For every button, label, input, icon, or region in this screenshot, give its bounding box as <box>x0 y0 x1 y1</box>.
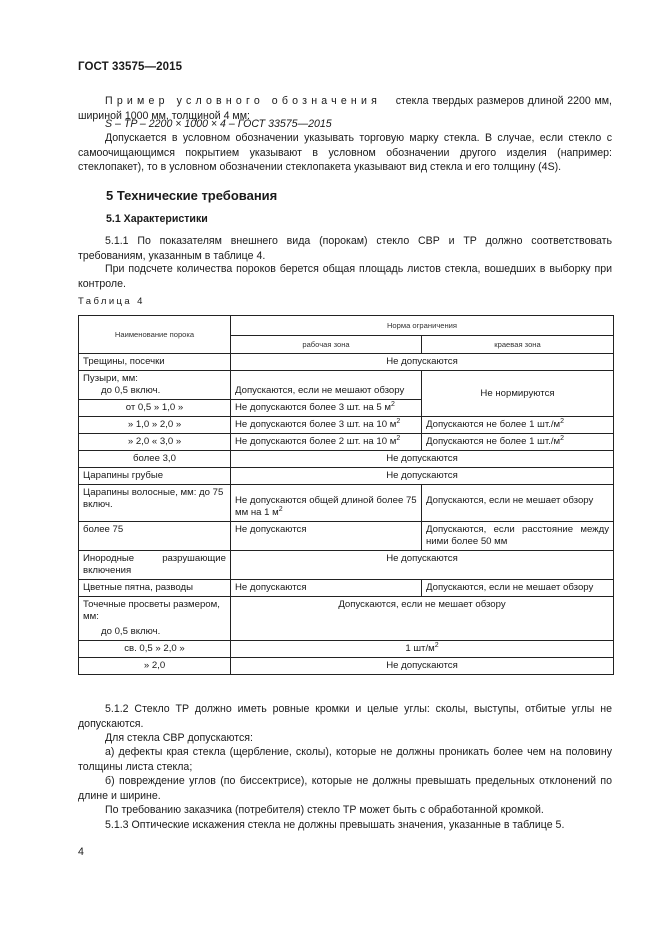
paragraph-svr: Для стекла СВР допускаются: <box>105 732 253 744</box>
cell-defect: более 75 <box>79 522 231 551</box>
cell-defect: от 0,5 » 1,0 » <box>79 400 231 417</box>
cell-norm: 1 $шт/м^2$ <box>231 641 614 658</box>
defect-group-label: Пузыри, мм: <box>83 373 138 384</box>
defect-range: до 0,5 включ. <box>101 626 161 637</box>
cell-defect: Цветные пятна, разводы <box>79 580 231 597</box>
paragraph-5-1-1: 5.1.1 По показателям внешнего вида (порокам) стекло СВР и ТР должно соответствовать требованиям, указанным в таблице 4. <box>78 235 612 262</box>
table-row <box>79 641 614 658</box>
table-row <box>79 551 614 580</box>
standard-header: ГОСТ 33575—2015 <box>78 61 183 73</box>
table-row <box>79 485 614 522</box>
cell-defect: » 1,0 » 2,0 » <box>79 417 231 434</box>
defects-table <box>78 315 614 675</box>
cell-norm: Не допускаются <box>231 551 614 580</box>
cell-edge: Допускаются, если не мешает обзору <box>422 485 614 522</box>
example-label: Пример условного обозначения <box>105 95 382 107</box>
cell-work: Не допускаются <box>231 522 422 551</box>
cell-defect: » 2,0 « 3,0 » <box>79 434 231 451</box>
paragraph-5-1-2: 5.1.2 Стекло ТР должно иметь ровные кромки и целые углы: сколы, выступы, отбитые углы не допускаются. <box>78 703 612 730</box>
cell-defect: св. 0,5 » 2,0 » <box>79 641 231 658</box>
cell-defect: » 2,0 <box>79 658 231 675</box>
header-defect-name: Наименование порока <box>79 316 231 354</box>
table-row <box>79 522 614 551</box>
subsection-title: 5.1 Характеристики <box>106 213 208 225</box>
cell-defect: Трещины, посечки <box>79 354 231 371</box>
paragraph-a: а) дефекты края стекла (щербление, сколы), которые не должны проникать более чем на половину толщины листа стекла; <box>78 746 612 773</box>
cell-work: Не допускаются более 2 шт. на 10 $м^2$ <box>231 434 422 451</box>
header-work-zone: рабочая зона <box>231 336 422 354</box>
example-formula: S – TP – 2200 × 1000 × 4 – ГОСТ 33575—2015 <box>105 118 332 130</box>
cell-norm: Допускаются, если не мешает обзору <box>231 597 614 641</box>
header-edge-zone: краевая зона <box>422 336 614 354</box>
cell-norm: Не допускаются <box>231 451 614 468</box>
cell-work: Не допускаются общей длиной более 75 мм на 1 $м^2$ <box>231 485 422 522</box>
section-title: 5 Технические требования <box>106 188 278 203</box>
trademark-note: Допускается в условном обозначении указывать торговую марку стекла. В случае, если стекло с самоочищающимся покрытием указывают в условном обозначении другого изделия (например: стеклопакет), то в условном обозначении стеклопакета указывают вид стекла и его толщину (4S). <box>78 132 612 174</box>
cell-edge: Не нормируются <box>422 371 614 417</box>
paragraph-b: б) повреждение углов (по биссектрисе), которые не должны превышать предельных отклонений по длине и ширине. <box>78 775 612 802</box>
cell-work: Допускаются, если не мешают обзору <box>231 371 422 400</box>
cell-work: Не допускаются более 3 шт. на 10 $м^2$ <box>231 417 422 434</box>
defect-group-label: Точечные просветы размером, мм: <box>83 599 220 622</box>
table-row <box>79 434 614 451</box>
page-number: 4 <box>78 846 84 858</box>
cell-defect: Инородные разрушающие включения <box>79 551 231 580</box>
cell-defect: Царапины волосные, мм: до 75 включ. <box>79 485 231 522</box>
table-row <box>79 658 614 675</box>
cell-defect: Царапины грубые <box>79 468 231 485</box>
cell-defect <box>79 597 231 641</box>
cell-defect <box>79 371 231 400</box>
defect-range: до 0,5 включ. <box>101 385 161 396</box>
table-row <box>79 580 614 597</box>
paragraph-defect-count: При подсчете количества пороков берется общая площадь листов стекла, вошедших в выборку при контроле. <box>78 263 612 290</box>
paragraph-5-1-3: 5.1.3 Оптические искажения стекла не должны превышать значения, указанные в таблице 5. <box>105 819 565 831</box>
table-row <box>79 468 614 485</box>
example-text: стекла твердых размеров длиной 2200 мм, шириной 1000 мм, толщиной 4 мм: <box>78 95 612 122</box>
cell-edge: Допускаются не более 1 $шт./м^2$ <box>422 417 614 434</box>
cell-edge: Допускаются не более 1 $шт./м^2$ <box>422 434 614 451</box>
table-row <box>79 451 614 468</box>
cell-norm: Не допускаются <box>231 354 614 371</box>
cell-norm: Не допускаются <box>231 468 614 485</box>
table-caption: Таблица 4 <box>78 296 145 307</box>
table-row <box>79 417 614 434</box>
table-row <box>79 354 614 371</box>
header-norm: Норма ограничения <box>231 316 614 336</box>
cell-edge: Допускаются, если расстояние между ними более 50 мм <box>422 522 614 551</box>
cell-work: Не допускаются более 3 шт. на 5 $м^2$ <box>231 400 422 417</box>
table-row <box>79 371 614 400</box>
cell-edge: Допускаются, если не мешает обзору <box>422 580 614 597</box>
cell-norm: Не допускаются <box>231 658 614 675</box>
cell-defect: более 3,0 <box>79 451 231 468</box>
table-row <box>79 597 614 641</box>
paragraph-order: По требованию заказчика (потребителя) стекло ТР может быть с обработанной кромкой. <box>105 804 544 816</box>
cell-work: Не допускаются <box>231 580 422 597</box>
